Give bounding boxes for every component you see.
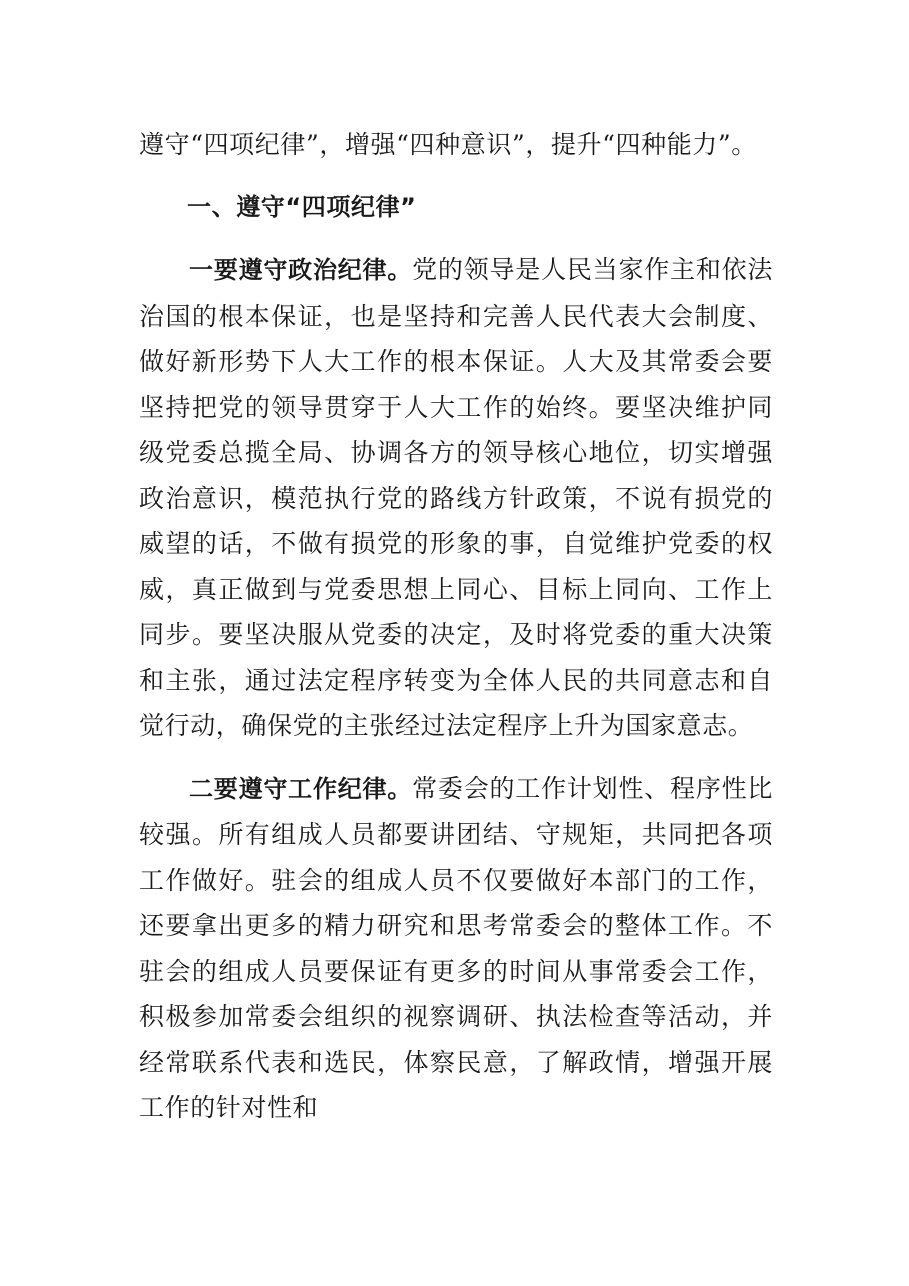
paragraph-gap bbox=[139, 749, 773, 766]
intro-paragraph: 遵守“四项纪律”，增强“四种意识”，提升“四种能力”。 bbox=[139, 130, 757, 159]
paragraph-lead: 二要遵守工作纪律。 bbox=[189, 774, 413, 803]
paragraph-body: 常委会的工作计划性、程序性比较强。所有组成人员都要讲团结、守规矩，共同把各项工作做好。驻会的组成人员不仅要做好本部门的工作，还要拿出更多的精力研究和思考常委会的整体工作。不驻会的组成人员要保证有更多的时间从事常委会工作，积极参加常委会组织的视察调研、执法检查等活动，并经常联系代表和选民，体察民意，了解政情，增强开展工作的针对性和 bbox=[139, 773, 774, 1122]
document-body bbox=[139, 122, 773, 1131]
section-heading: 一、遵守“四项纪律” bbox=[187, 192, 417, 221]
paragraph-gap bbox=[139, 230, 773, 247]
work-discipline-paragraph bbox=[139, 766, 773, 1131]
paragraph-body: 党的领导是人民当家作主和依法治国的根本保证，也是坚持和完善人民代表大会制度、做好新形势下人大工作的根本保证。人大及其常委会要坚持把党的领导贯穿于人大工作的始终。要坚决维护同级党委总揽全局、协调各方的领导核心地位，切实增强政治意识，模范执行党的路线方针政策，不说有损党的威望的话，不做有损党的形象的事，自觉维护党委的权威，真正做到与党委思想上同心、目标上同向、工作上同步。要坚决服从党委的决定，及时将党委的重大决策和主张，通过法定程序转变为全体人民的共同意志和自觉行动，确保党的主张经过法定程序上升为国家意志。 bbox=[139, 255, 774, 740]
paragraph-lead: 一要遵守政治纪律。 bbox=[189, 256, 413, 284]
political-discipline-paragraph bbox=[139, 247, 773, 749]
paragraph-gap bbox=[139, 168, 773, 185]
